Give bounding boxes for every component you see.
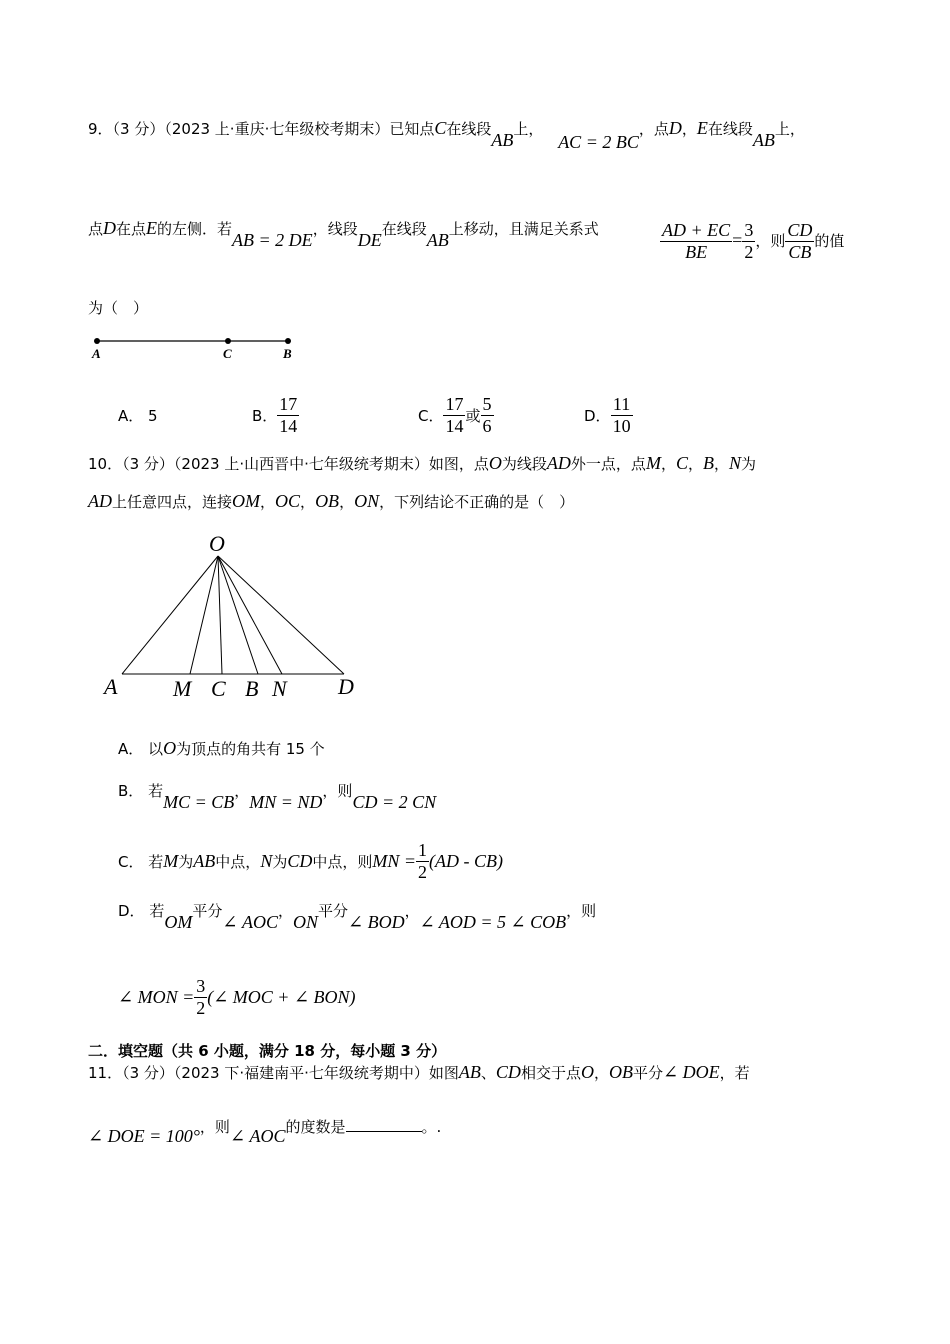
q11-number: 11． — [88, 1064, 123, 1082]
q9-fig-label-c: C — [223, 346, 232, 361]
q11-answer-blank[interactable] — [346, 1119, 422, 1132]
q10-option-a[interactable]: A． 以O为顶点的角共有 15 个 — [118, 738, 325, 758]
q10-score: （3 分） — [122, 455, 174, 473]
q9-option-b[interactable]: B． $\frac{17}{14}$ — [252, 394, 298, 436]
q9-line1: 9．（3 分）（2023 上·重庆·七年级校考期末）已知点C在线段AB上， AC = 2 BC，点D，E在线段AB上， — [88, 118, 805, 152]
q10-fig-label-a: A — [104, 674, 118, 699]
q10-option-c[interactable]: C． 若M为AB中点，N为CD中点，则MN = $\frac{1}{2}$ (AD - CB) — [118, 840, 504, 882]
q9-fig-label-a: A — [92, 346, 101, 361]
q11-source: （2023 下·福建南平·七年级统考期中） — [173, 1064, 429, 1082]
q10-fig-label-m: M — [173, 676, 192, 701]
equation-ac-2bc: AC = 2 BC — [558, 132, 639, 152]
q10-option-d-line2: ∠ MON = $\frac{3}{2}$ (∠ MOC + ∠ BON) — [118, 976, 356, 1018]
q10-ray-figure — [98, 528, 388, 708]
q10-line1: 10．（3 分）（2023 上·山西晋中·七年级统考期末）如图，点O为线段AD外一点，点M，C，B，N为 — [88, 453, 757, 473]
q9-fraction-relation: $\frac{AD + EC}{BE}$ = $\frac{3}{2}$ ，则 $\frac{CD}{CB}$ 的值 — [662, 220, 845, 262]
q11-line2: ∠ DOE = 100°，则∠ AOC的度数是 。. — [88, 1118, 442, 1146]
point-c: C — [434, 118, 447, 138]
q9-fig-label-b: B — [283, 346, 292, 361]
section-2-heading: 二．填空题（共 6 小题，满分 18 分，每小题 3 分） — [88, 1042, 447, 1060]
q9-option-d[interactable]: D． $\frac{11}{10}$ — [584, 394, 631, 436]
q11-score: （3 分） — [122, 1064, 174, 1082]
q10-source: （2023 上·山西晋中·七年级统考期末） — [173, 455, 429, 473]
q9-option-a[interactable]: A． 5 — [118, 407, 158, 425]
q10-fig-label-b: B — [245, 676, 259, 701]
q10-option-d-line1[interactable]: D． 若OM平分∠ AOC，ON平分∠ BOD，∠ AOD = 5 ∠ COB，则 — [118, 902, 597, 932]
q10-fig-label-n: N — [272, 676, 287, 701]
q10-option-b[interactable]: B． 若MC = CB，MN = ND，则CD = 2 CN — [118, 782, 437, 812]
q9-score: （3 分） — [112, 120, 165, 138]
q10-fig-label-d: D — [338, 674, 354, 699]
equation-ab-2de: AB = 2 DE — [232, 230, 313, 250]
q9-source: （2023 上·重庆·七年级校考期末） — [164, 120, 390, 138]
q11-line1: 11．（3 分）（2023 下·福建南平·七年级统考期中）如图AB、CD相交于点O，OB平分∠ DOE，若 — [88, 1062, 750, 1082]
q10-number: 10． — [88, 455, 123, 473]
q10-line2: AD上任意四点，连接OM，OC，OB，ON，下列结论不正确的是（ ） — [88, 491, 575, 511]
q10-fig-label-c: C — [211, 676, 226, 701]
q10-fig-label-o: O — [209, 531, 225, 556]
q9-number: 9． — [88, 120, 113, 138]
segment-ab: AB — [491, 130, 514, 150]
q9-option-c[interactable]: C． $\frac{17}{14}$ 或 $\frac{5}{6}$ — [418, 394, 492, 436]
q9-segment-figure — [88, 333, 308, 363]
q9-line2: 点D在点E的左侧．若AB = 2 DE，线段DE在线段AB上移动，且满足关系式 — [88, 218, 599, 250]
q9-line3: 为（ ） — [88, 299, 149, 317]
